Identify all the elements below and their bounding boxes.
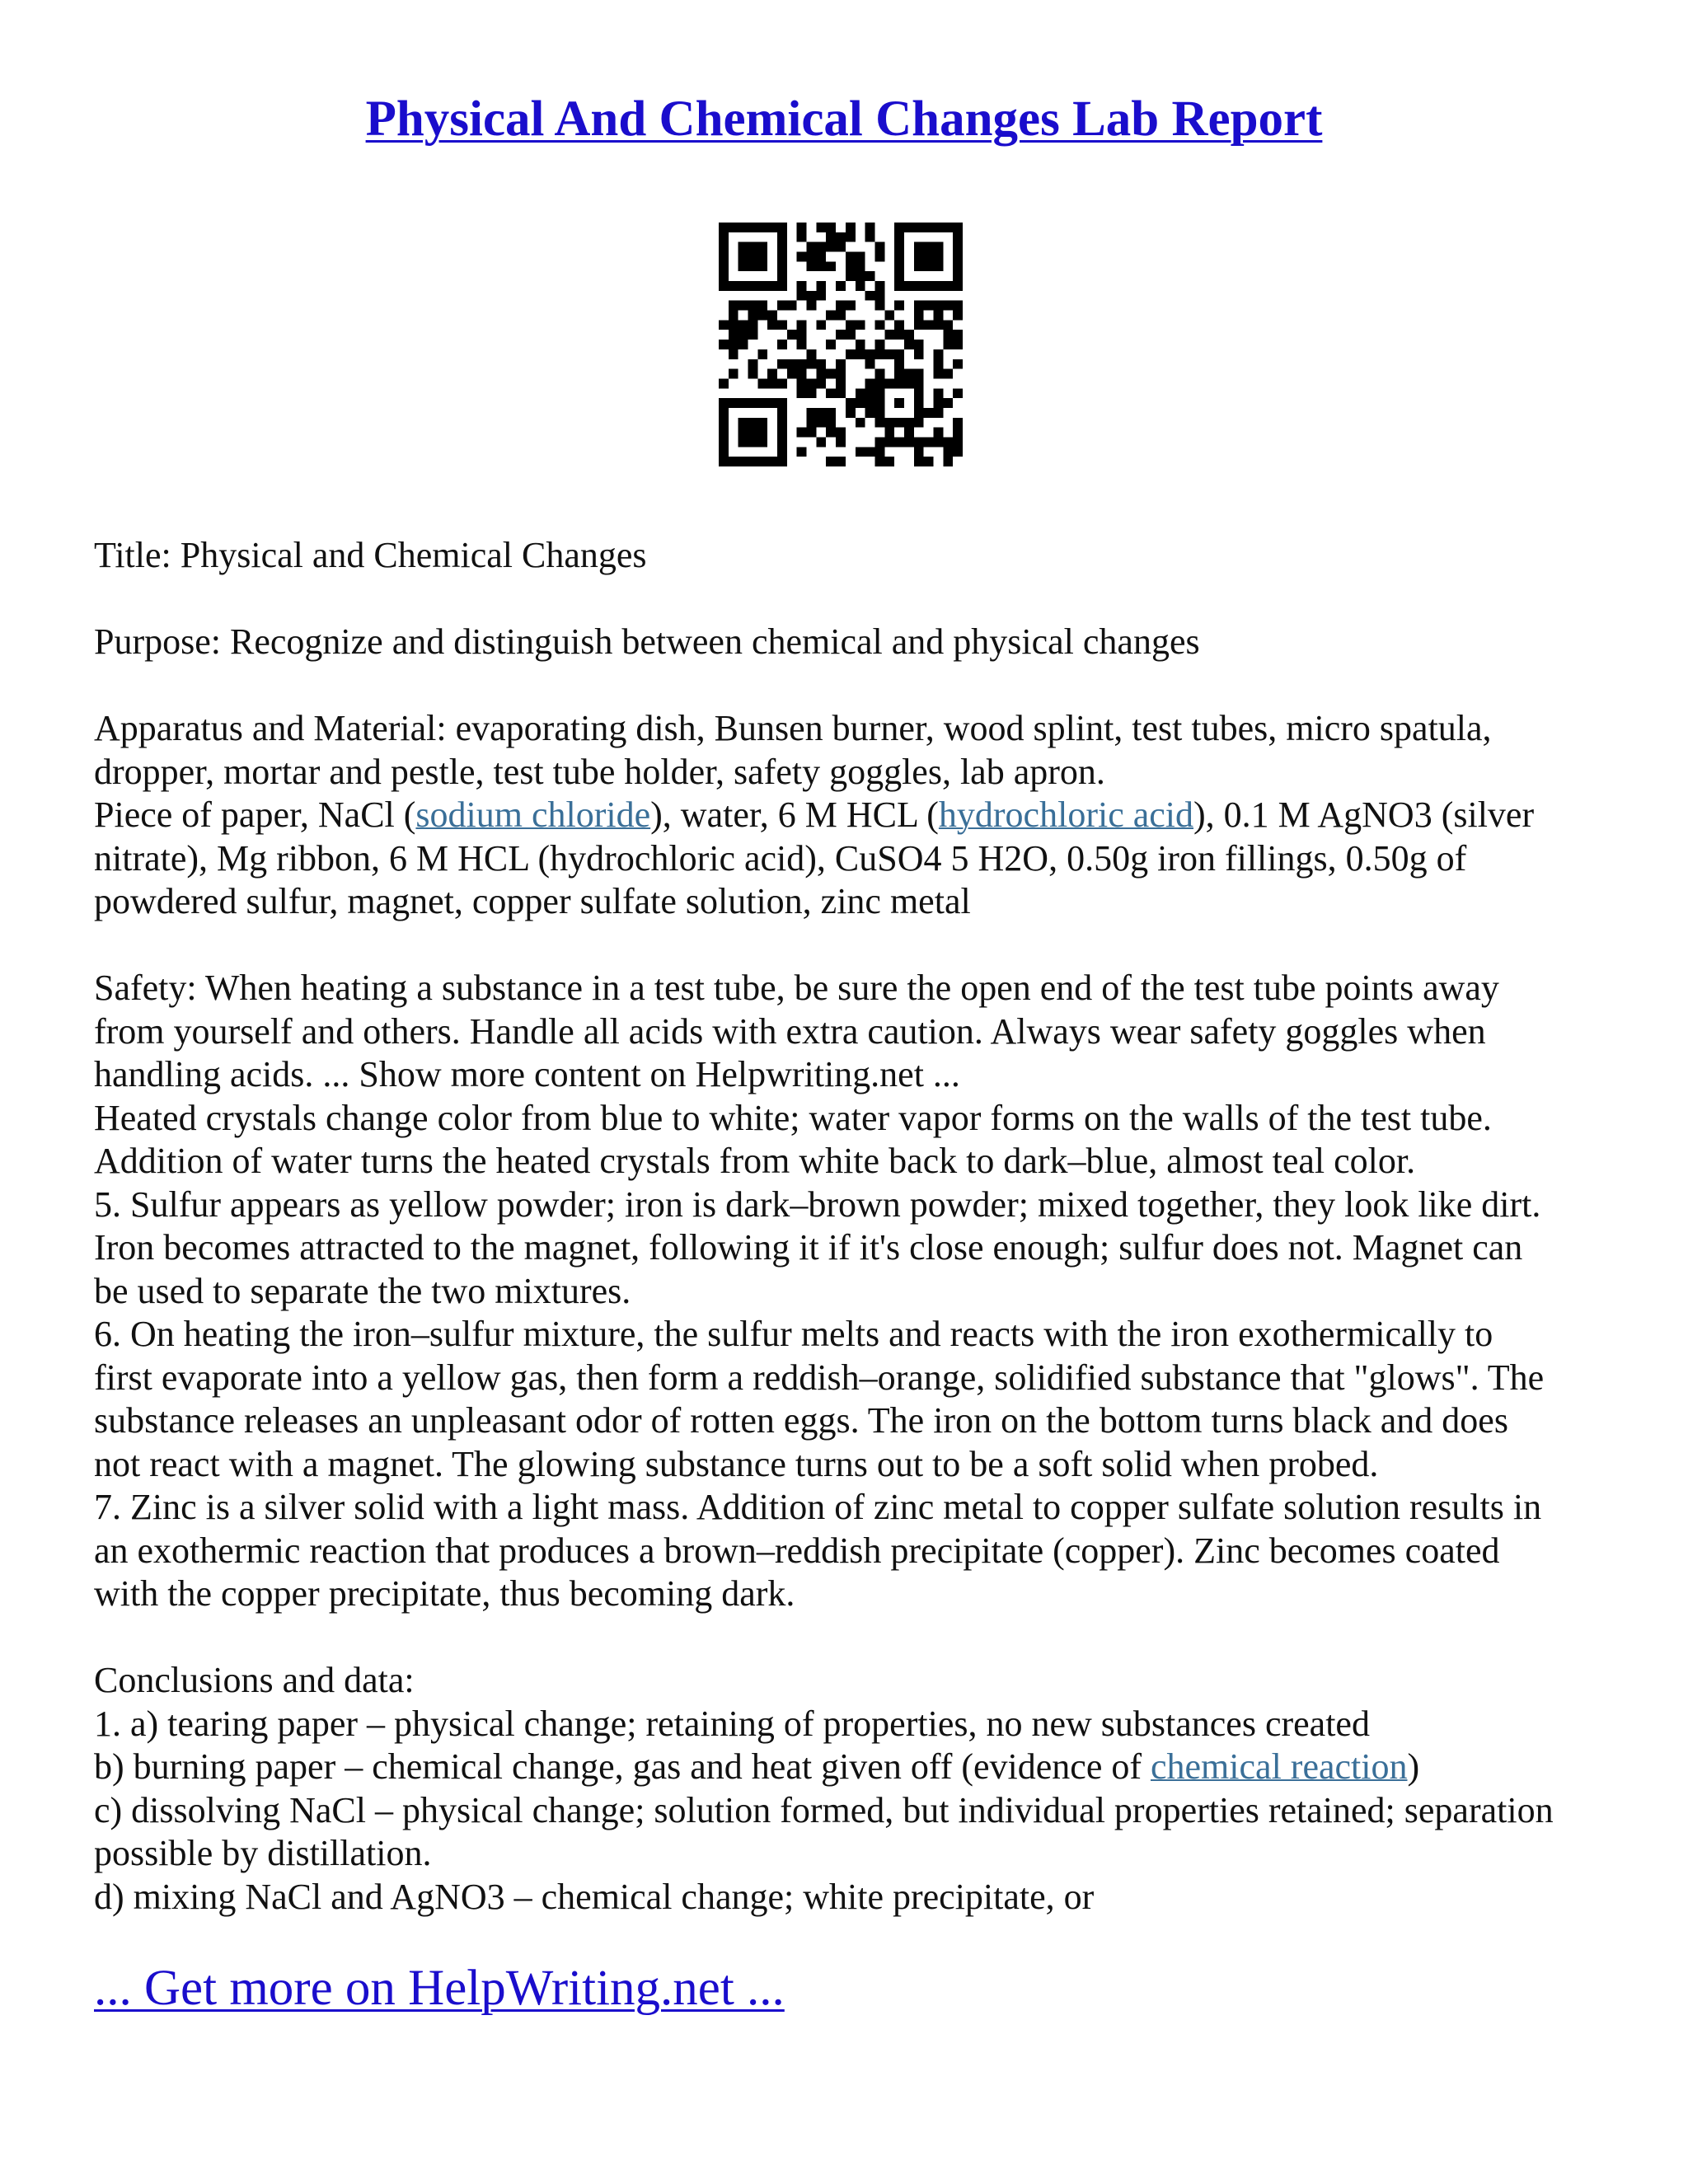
footer xyxy=(94,1960,785,2018)
apparatus-paragraph xyxy=(94,707,1611,924)
observation-line: an exothermic reaction that produces a brown–reddish precipitate (copper). Zinc becomes coated xyxy=(94,1530,1500,1571)
get-more-link[interactable]: ... Get more on HelpWriting.net ... xyxy=(94,1961,785,2016)
conclusions-paragraph xyxy=(94,1659,1611,1919)
apparatus-line: dropper, mortar and pestle, test tube holder, safety goggles, lab apron. xyxy=(94,751,1105,792)
materials-text: ), water, 6 M HCL ( xyxy=(650,794,939,835)
safety-line: from yourself and others. Handle all acids with extra caution. Always wear safety goggles when xyxy=(94,1010,1486,1052)
report-body xyxy=(94,534,1611,1962)
apparatus-line: Apparatus and Material: evaporating dish, Bunsen burner, wood splint, test tubes, micro spatula, xyxy=(94,708,1492,748)
observation-line: Addition of water turns the heated crystals from white back to dark–blue, almost teal color. xyxy=(94,1141,1416,1181)
qr-code-image xyxy=(719,223,963,466)
observation-line: 5. Sulfur appears as yellow powder; iron is dark–brown powder; mixed together, they look like dirt. xyxy=(94,1183,1541,1225)
observation-line: substance releases an unpleasant odor of rotten eggs. The iron on the bottom turns black and does xyxy=(94,1400,1508,1441)
sodium-chloride-link[interactable]: sodium chloride xyxy=(415,794,651,835)
observation-line: not react with a magnet. The glowing substance turns out to be a soft solid when probed. xyxy=(94,1443,1379,1484)
page-title xyxy=(0,91,1688,148)
safety-line: handling acids. ... Show more content on Helpwriting.net ... xyxy=(94,1054,960,1094)
conclusion-item: c) dissolving NaCl – physical change; solution formed, but individual properties retained; separation xyxy=(94,1789,1554,1830)
title-line: Title: Physical and Chemical Changes xyxy=(94,535,647,575)
observation-line: 7. Zinc is a silver solid with a light mass. Addition of zinc metal to copper sulfate solution results in xyxy=(94,1487,1542,1527)
materials-line: powdered sulfur, magnet, copper sulfate solution, zinc metal xyxy=(94,881,971,921)
conclusions-heading: Conclusions and data: xyxy=(94,1660,415,1700)
conclusion-item: d) mixing NaCl and AgNO3 – chemical change; white precipitate, or xyxy=(94,1876,1095,1917)
observation-line: Iron becomes attracted to the magnet, following it if it's close enough; sulfur does not. Magnet can xyxy=(94,1227,1523,1268)
chemical-reaction-link[interactable]: chemical reaction xyxy=(1151,1746,1408,1787)
safety-line: Safety: When heating a substance in a test tube, be sure the open end of the test tube points away xyxy=(94,968,1499,1008)
title-paragraph xyxy=(94,534,1611,578)
purpose-line: Purpose: Recognize and distinguish between chemical and physical changes xyxy=(94,621,1200,662)
safety-paragraph xyxy=(94,967,1611,1616)
materials-text: ), 0.1 M AgNO3 (silver xyxy=(1193,794,1535,835)
conclusion-text: b) burning paper – chemical change, gas and heat given off (evidence of xyxy=(94,1746,1151,1787)
conclusion-text: ) xyxy=(1407,1746,1420,1787)
observation-line: be used to separate the two mixtures. xyxy=(94,1270,631,1311)
purpose-paragraph xyxy=(94,621,1611,664)
conclusion-item xyxy=(94,1746,1611,1789)
hydrochloric-acid-link[interactable]: hydrochloric acid xyxy=(938,794,1194,835)
observation-line: Heated crystals change color from blue to white; water vapor forms on the walls of the test tube. xyxy=(94,1097,1492,1138)
materials-text: Piece of paper, NaCl ( xyxy=(94,794,416,835)
title-link[interactable]: Physical And Chemical Changes Lab Report xyxy=(365,91,1323,147)
observation-line: with the copper precipitate, thus becoming dark. xyxy=(94,1573,795,1614)
conclusion-item: 1. a) tearing paper – physical change; retaining of properties, no new substances created xyxy=(94,1703,1370,1744)
materials-line: nitrate), Mg ribbon, 6 M HCL (hydrochloric acid), CuSO4 5 H2O, 0.50g iron fillings, 0.50g of xyxy=(94,837,1467,879)
observation-line: first evaporate into a yellow gas, then form a reddish–orange, solidified substance that "glows". The xyxy=(94,1357,1545,1398)
materials-line xyxy=(94,794,1611,837)
conclusion-item: possible by distillation. xyxy=(94,1833,432,1873)
observation-line: 6. On heating the iron–sulfur mixture, the sulfur melts and reacts with the iron exothermically to xyxy=(94,1314,1493,1354)
